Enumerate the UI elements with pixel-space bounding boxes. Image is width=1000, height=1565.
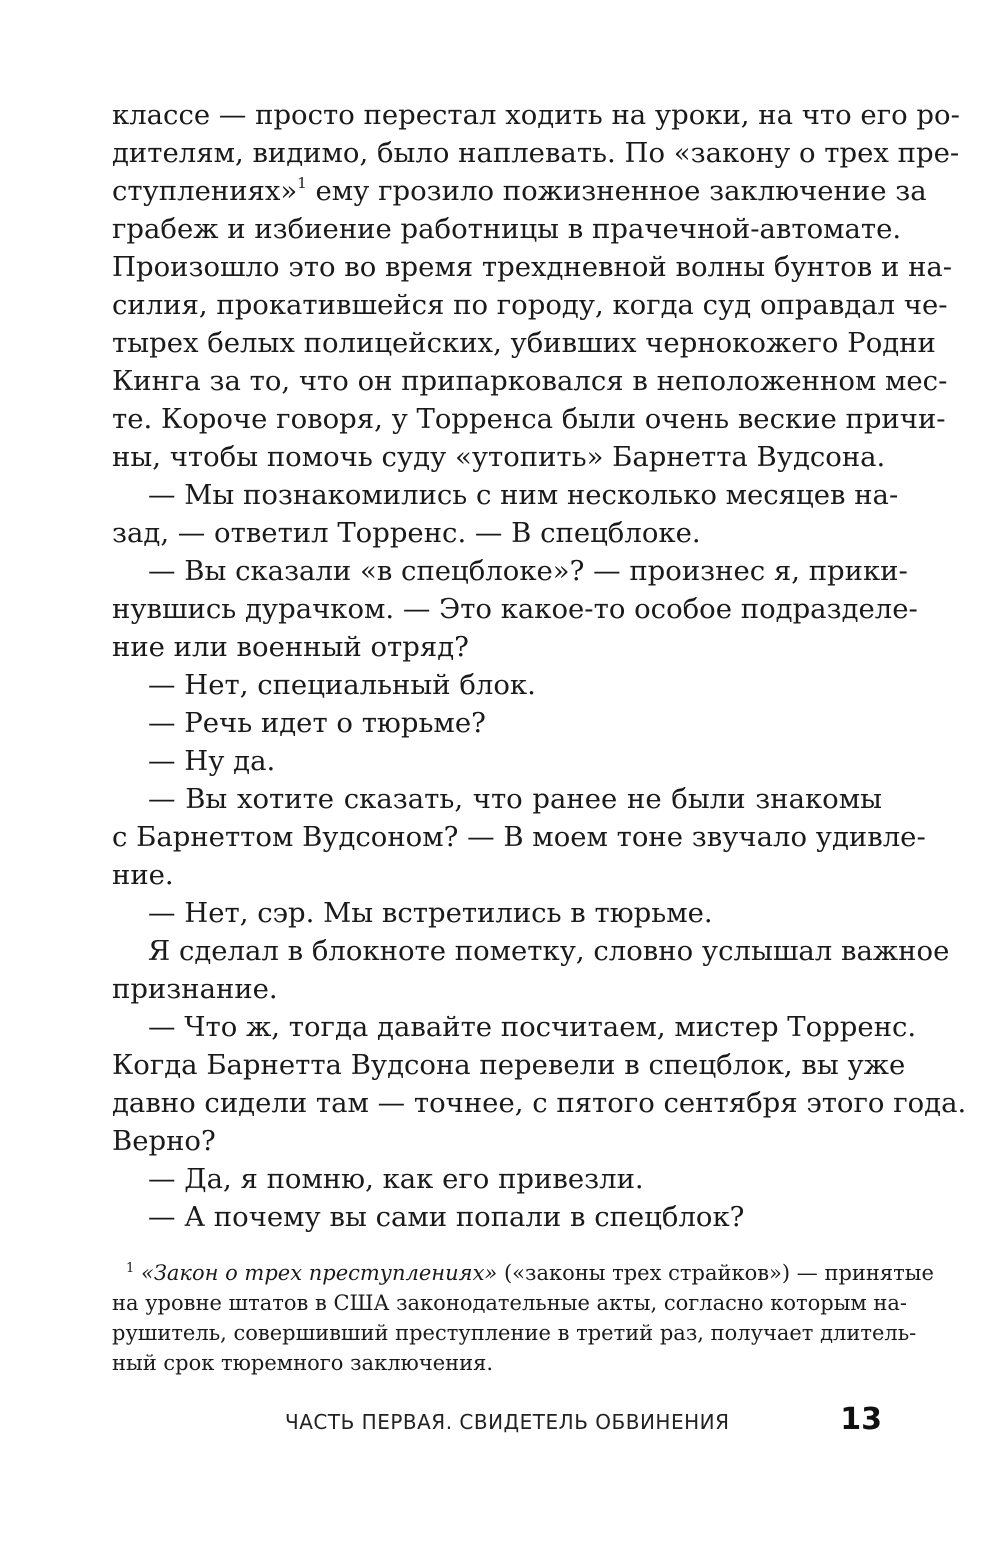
footnote-line (112, 1258, 934, 1288)
text-line: — А почему вы сами попали в спецблок? (148, 1201, 745, 1233)
footnote-reference: 1 (297, 174, 307, 192)
text-line: с Барнеттом Вудсоном? — В моем тоне звучало удивле- (112, 821, 926, 853)
footnote-line: рушитель, совершивший преступление в третий раз, получает длитель- (112, 1321, 917, 1345)
text-line: зад, — ответил Торренс. — В спецблоке. (112, 517, 701, 549)
footnote-term: «Закон о трех преступлениях» (140, 1261, 498, 1285)
text-fragment: ему грозило пожизненное заключение за (315, 175, 927, 207)
text-line: — Мы познакомились с ним несколько месяцев на- (148, 479, 899, 511)
text-line: — Нет, сэр. Мы встретились в тюрьме. (148, 897, 713, 929)
footnote-line: на уровне штатов в США законодательные акты, согласно которым на- (112, 1291, 908, 1315)
text-line: грабеж и избиение работницы в прачечной-автомате. (112, 213, 902, 245)
page-number: 13 (840, 1402, 882, 1437)
text-line: тырех белых полицейских, убивших чернокожего Родни (112, 327, 936, 359)
text-line: нувшись дурачком. — Это какое-то особое подразделе- (112, 593, 918, 625)
text-line: дителям, видимо, было наплевать. По «закону о трех пре- (112, 137, 960, 169)
running-title: ЧАСТЬ ПЕРВАЯ. СВИДЕТЕЛЬ ОБВИНЕНИЯ (285, 1410, 730, 1434)
text-line (112, 172, 927, 210)
text-line: Я сделал в блокноте пометку, словно услышал важное (148, 935, 950, 967)
running-footer (285, 1402, 882, 1442)
text-line: ние. (112, 859, 174, 891)
text-line: Произошло это во время трехдневной волны бунтов и на- (112, 251, 953, 283)
text-line: Кинга за то, что он припарковался в неположенном мес- (112, 365, 948, 397)
text-line: — Ну да. (148, 745, 276, 777)
footnote-text: («законы трех страйков») — принятые (503, 1261, 934, 1285)
text-line: — Вы хотите сказать, что ранее не были знакомы (148, 783, 882, 815)
text-line: ние или военный отряд? (112, 631, 469, 663)
text-line: те. Короче говоря, у Торренса были очень веские причи- (112, 403, 946, 435)
text-line: Верно? (112, 1125, 216, 1157)
text-line: силия, прокатившейся по городу, когда суд оправдал че- (112, 289, 948, 321)
footnote-line: ный срок тюремного заключения. (112, 1351, 494, 1375)
text-line: Когда Барнетта Вудсона перевели в спецблок, вы уже (112, 1049, 906, 1081)
text-line: признание. (112, 973, 278, 1005)
text-line: — Вы сказали «в спецблоке»? — произнес я, прики- (148, 555, 908, 587)
footnote-marker: 1 (126, 1261, 135, 1276)
text-line: — Нет, специальный блок. (148, 669, 536, 701)
text-line: классе — просто перестал ходить на уроки, на что его ро- (112, 99, 960, 131)
text-line: — Да, я помню, как его привезли. (148, 1163, 644, 1195)
text-fragment: ступлениях» (112, 175, 298, 207)
text-line: ны, чтобы помочь суду «утопить» Барнетта Вудсона. (112, 441, 886, 473)
text-line: — Речь идет о тюрьме? (148, 707, 486, 739)
text-line: — Что ж, тогда давайте посчитаем, мистер Торренс. (148, 1011, 917, 1043)
text-line: давно сидели там — точнее, с пятого сентября этого года. (112, 1087, 967, 1119)
